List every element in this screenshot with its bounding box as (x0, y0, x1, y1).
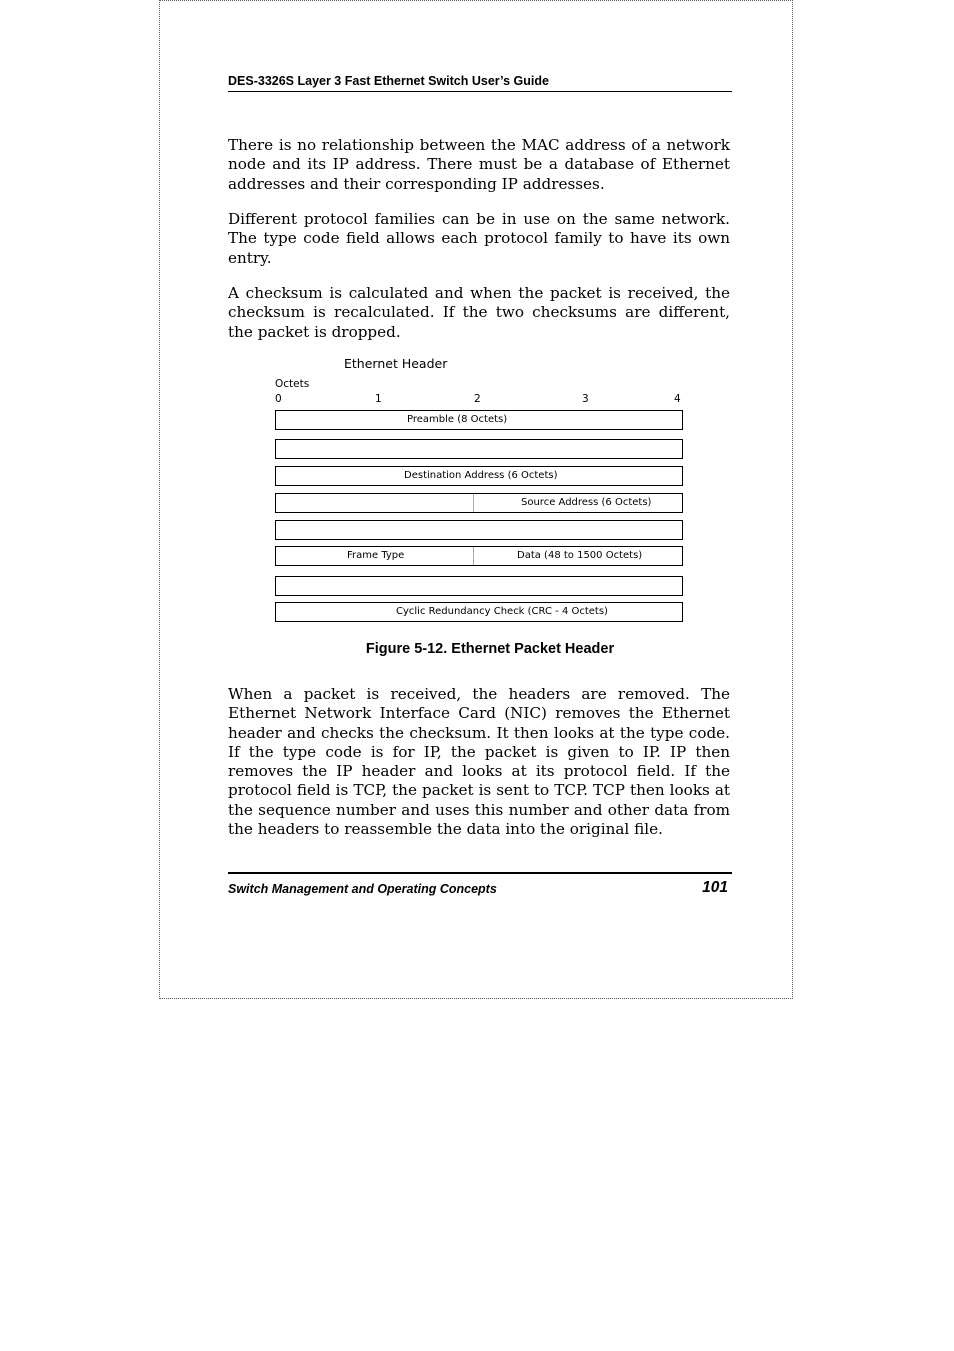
frame-type-label: Frame Type (347, 550, 405, 561)
paragraph-mac-ip: There is no relationship between the MAC address of a network node and its IP address. There must be a database of Ethernet addresses and their corresponding IP addresses. (228, 136, 730, 193)
row-preamble (275, 410, 683, 430)
octets-label: Octets (275, 378, 310, 390)
octet-tick-4: 4 (674, 393, 681, 405)
row-divider (473, 547, 474, 565)
row-data-continued (275, 576, 683, 596)
footer-section-title: Switch Management and Operating Concepts (228, 882, 497, 896)
octet-tick-0: 0 (275, 393, 282, 405)
diagram-title: Ethernet Header (344, 356, 448, 371)
running-header: DES-3326S Layer 3 Fast Ethernet Switch User’s Guide (228, 74, 732, 92)
row-source-continued (275, 520, 683, 540)
octet-tick-3: 3 (582, 393, 589, 405)
row-destination (275, 466, 683, 486)
source-label: Source Address (6 Octets) (521, 497, 652, 508)
octet-tick-1: 1 (375, 393, 382, 405)
row-destination-source (275, 493, 683, 513)
row-frametype-data (275, 546, 683, 566)
figure-caption: Figure 5-12. Ethernet Packet Header (365, 641, 615, 657)
page-number: 101 (702, 879, 728, 896)
octet-tick-2: 2 (474, 393, 481, 405)
row-crc (275, 602, 683, 622)
data-label: Data (48 to 1500 Octets) (517, 550, 643, 561)
preamble-label: Preamble (8 Octets) (407, 414, 508, 425)
row-divider (473, 494, 474, 512)
crc-label: Cyclic Redundancy Check (CRC - 4 Octets) (396, 606, 608, 617)
footer-rule (228, 872, 732, 874)
destination-label: Destination Address (6 Octets) (404, 470, 558, 481)
row-preamble-continued (275, 439, 683, 459)
paragraph-protocol-families: Different protocol families can be in use on the same network. The type code field allows each protocol family to have its own entry. (228, 210, 730, 267)
paragraph-packet-received: When a packet is received, the headers are removed. The Ethernet Network Interface Card (NIC) removes the Ethernet header and checks the checksum. It then looks at the type code. If the type code is for IP, the packet is given to IP. IP then removes the IP header and looks at its protocol field. If the protocol field is TCP, the packet is sent to TCP. TCP then looks at the sequence number and uses this number and other data from the headers to reassemble the data into the original file. (228, 685, 730, 839)
paragraph-checksum: A checksum is calculated and when the packet is received, the checksum is recalculated. If the two checksums are different, the packet is dropped. (228, 284, 730, 341)
